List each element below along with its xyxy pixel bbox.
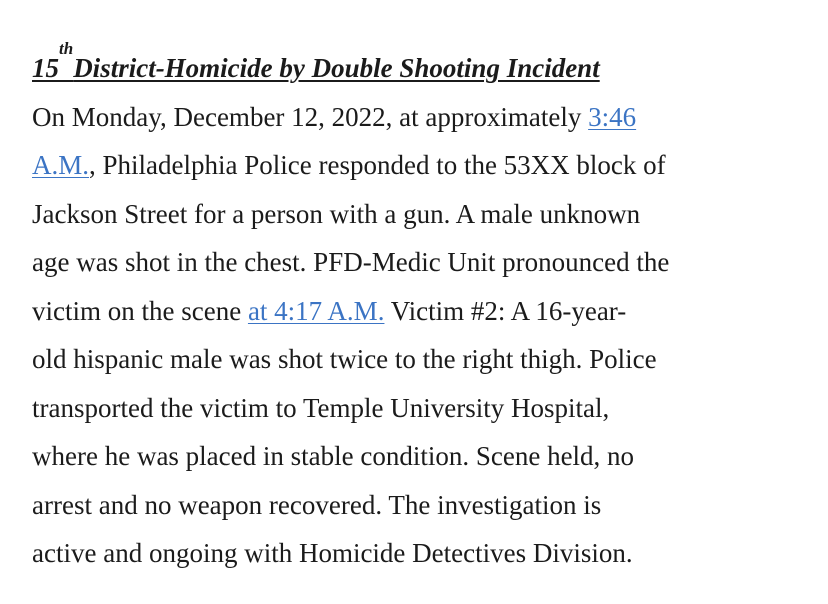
title-text: District-Homicide by Double Shooting Incident bbox=[73, 53, 600, 83]
district-number: 15 bbox=[32, 53, 59, 83]
time-link-346[interactable]: 3:46 bbox=[588, 101, 637, 132]
body-line-5 bbox=[32, 287, 812, 336]
time-link-am[interactable]: A.M. bbox=[32, 150, 90, 180]
body-line-3: Jackson Street for a person with a gun. A male unknown bbox=[32, 198, 641, 229]
time-link-417[interactable]: at 4:17 A.M. bbox=[247, 295, 385, 326]
incident-report bbox=[32, 39, 812, 578]
incident-title bbox=[32, 39, 812, 93]
body-text: Victim #2: A 16-year- bbox=[384, 295, 627, 326]
ordinal-suffix: th bbox=[59, 39, 74, 58]
body-line-10: active and ongoing with Homicide Detectives Division. bbox=[32, 538, 633, 568]
body-line-7: transported the victim to Temple University Hospital, bbox=[32, 392, 610, 423]
body-text: victim on the scene bbox=[32, 295, 248, 326]
body-line-9: arrest and no weapon recovered. The investigation is bbox=[32, 489, 602, 520]
body-text: , Philadelphia Police responded to the 53XX block of bbox=[89, 150, 666, 180]
body-text: On Monday, December 12, 2022, at approximately bbox=[32, 101, 589, 132]
body-line-2 bbox=[32, 141, 812, 190]
incident-body bbox=[32, 93, 812, 578]
body-line-4: age was shot in the chest. PFD-Medic Unit pronounced the bbox=[32, 247, 670, 277]
body-line-8: where he was placed in stable condition. Scene held, no bbox=[32, 441, 635, 471]
body-line-6: old hispanic male was shot twice to the right thigh. Police bbox=[32, 344, 657, 374]
body-line-1 bbox=[32, 93, 812, 142]
